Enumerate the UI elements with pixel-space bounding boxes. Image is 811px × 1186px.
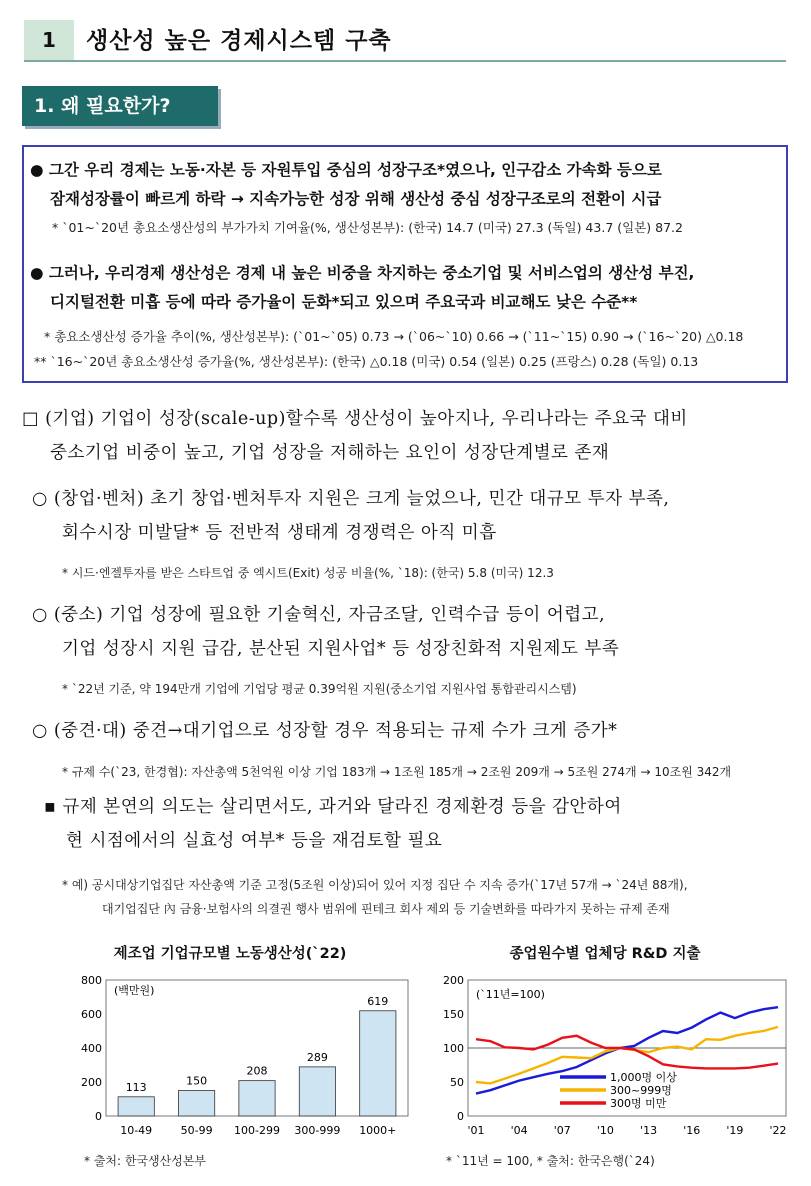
line-chart <box>432 970 794 1146</box>
line-chart-title: 종업원수별 업체당 R&D 지출 <box>509 946 701 962</box>
para-2-line-2: 회수시장 미발달* 등 전반적 생태계 경쟁력은 아직 미흡 <box>62 523 497 543</box>
bar-chart-x-tick: 1000+ <box>359 1124 397 1137</box>
para-5-line-1: ▪ 규제 본연의 의도는 살리면서도, 과거와 달라진 경제환경 등을 감안하여 <box>44 797 622 817</box>
line-chart-x-tick: '10 <box>596 1124 614 1137</box>
para-4-line-1: ○ (중견·대) 중견→대기업으로 성장할 경우 적용되는 규제 수가 크게 증가* <box>32 721 618 741</box>
section-label: 1. 왜 필요한가? <box>22 86 218 126</box>
line-chart-x-tick: '07 <box>553 1124 571 1137</box>
bar-chart-bar <box>299 1067 335 1116</box>
bar-chart-data-label: 113 <box>125 1080 147 1094</box>
chapter-title: 생산성 높은 경제시스템 구축 <box>86 28 392 54</box>
line-chart-x-tick: '22 <box>769 1124 787 1137</box>
bar-chart-y-tick: 200 <box>81 1076 102 1089</box>
line-chart-legend-label: 1,000명 이상 <box>610 1071 677 1084</box>
line-chart-y-tick: 150 <box>443 1008 464 1021</box>
summary-bullet-1-line-2: 잠재성장률이 빠르게 하락 → 지속가능한 성장 위해 생산성 중심 성장구조로의 전환이 시급 <box>50 190 662 208</box>
para-3-line-2: 기업 성장시 지원 급감, 분산된 지원사업* 등 성장친화적 지원제도 부족 <box>62 639 620 659</box>
chapter-number: 1 <box>24 20 74 60</box>
line-chart-y-tick: 200 <box>443 974 464 987</box>
line-chart-unit-label: (`11년=100) <box>476 988 545 1001</box>
line-chart-y-tick: 50 <box>450 1076 464 1089</box>
bar-chart <box>72 970 418 1146</box>
line-chart-legend-label: 300명 미만 <box>610 1097 667 1110</box>
para-2-line-1: ○ (창업·벤처) 초기 창업·벤처투자 지원은 크게 늘었으나, 민간 대규모 투자 부족, <box>32 489 670 509</box>
summary-note-2: * 총요소생산성 증가율 추이(%, 생산성본부): (`01~`05) 0.73 → (`06~`10) 0.66 → (`11~`15) 0.90 → (`16~`20) △0.18 <box>44 329 744 344</box>
para-1-line-1: □ (기업) 기업이 성장(scale-up)할수록 생산성이 높아지나, 우리나라는 주요국 대비 <box>22 409 688 429</box>
bar-chart-y-tick: 800 <box>81 974 102 987</box>
line-chart-legend-label: 300~999명 <box>610 1084 672 1097</box>
para-5-line-2: 현 시점에서의 실효성 여부* 등을 재검토할 필요 <box>66 831 443 851</box>
bar-chart-y-tick: 0 <box>95 1110 102 1123</box>
line-chart-x-tick: '16 <box>683 1124 701 1137</box>
summary-note-3: ** `16~`20년 총요소생산성 증가율(%, 생산성본부): (한국) △0.18 (미국) 0.54 (일본) 0.25 (프랑스) 0.28 (독일) 0.13 <box>34 354 699 369</box>
summary-note-1: * `01~`20년 총요소생산성의 부가가치 기여율(%, 생산성본부): (한국) 14.7 (미국) 27.3 (독일) 43.7 (일본) 87.2 <box>52 220 683 235</box>
para-3-line-1: ○ (중소) 기업 성장에 필요한 기술혁신, 자금조달, 인력수급 등이 어렵고, <box>32 605 606 625</box>
para-5-note-1: * 예) 공시대상기업집단 자산총액 기준 고정(5조원 이상)되어 있어 지정 집단 수 지속 증가(`17년 57개 → `24년 88개), <box>62 878 688 892</box>
line-chart-x-tick: '04 <box>510 1124 528 1137</box>
line-chart-x-tick: '19 <box>726 1124 744 1137</box>
summary-bullet-2-line-1: ● 그러나, 우리경제 생산성은 경제 내 높은 비중을 차지하는 중소기업 및 서비스업의 생산성 부진, <box>30 264 695 282</box>
line-chart-x-tick: '13 <box>640 1124 658 1137</box>
bar-chart-bar <box>178 1091 214 1117</box>
bar-chart-x-tick: 300-999 <box>294 1124 341 1137</box>
para-1-line-2: 중소기업 비중이 높고, 기업 성장을 저해하는 요인이 성장단계별로 존재 <box>50 443 610 463</box>
bar-chart-y-tick: 600 <box>81 1008 102 1021</box>
bar-chart-bar <box>239 1081 275 1116</box>
bar-chart-data-label: 619 <box>367 994 389 1008</box>
bar-chart-source: * 출처: 한국생산성본부 <box>84 1154 207 1168</box>
line-chart-source: * `11년 = 100, * 출처: 한국은행(`24) <box>446 1154 655 1168</box>
bar-chart-bar <box>360 1011 396 1116</box>
bar-chart-data-label: 150 <box>186 1074 208 1088</box>
line-chart-y-tick: 100 <box>443 1042 464 1055</box>
summary-bullet-1-line-1: ● 그간 우리 경제는 노동·자본 등 자원투입 중심의 성장구조*였으나, 인구감소 가속화 등으로 <box>30 161 662 179</box>
bar-chart-x-tick: 10-49 <box>120 1124 153 1137</box>
bar-chart-title: 제조업 기업규모별 노동생산성(`22) <box>113 946 347 962</box>
bar-chart-y-tick: 400 <box>81 1042 102 1055</box>
line-chart-y-tick: 0 <box>457 1110 464 1123</box>
para-5-note-2: 대기업집단 內 금융·보험사의 의결권 행사 범위에 핀테크 회사 제외 등 기술변화를 따라가지 못하는 규제 존재 <box>102 902 670 916</box>
para-3-note: * `22년 기준, 약 194만개 기업에 기업당 평균 0.39억원 지원(중소기업 지원사업 통합관리시스템) <box>62 682 577 696</box>
bar-chart-x-tick: 100-299 <box>234 1124 280 1137</box>
line-chart-x-tick: '01 <box>467 1124 485 1137</box>
para-4-note: * 규제 수(`23, 한경협): 자산총액 5천억원 이상 기업 183개 → 1조원 185개 → 2조원 209개 → 5조원 274개 → 10조원 342개 <box>62 765 732 779</box>
bar-chart-unit-label: (백만원) <box>114 984 155 997</box>
bar-chart-data-label: 208 <box>246 1064 268 1078</box>
para-2-note: * 시드·엔젤투자를 받은 스타트업 중 엑시트(Exit) 성공 비율(%, `18): (한국) 5.8 (미국) 12.3 <box>62 566 554 580</box>
bar-chart-data-label: 289 <box>306 1050 328 1064</box>
summary-bullet-2-line-2: 디지털전환 미흡 등에 따라 증가율이 둔화*되고 있으며 주요국과 비교해도 낮은 수준** <box>50 293 638 311</box>
bar-chart-x-tick: 50-99 <box>180 1124 213 1137</box>
bar-chart-bar <box>118 1097 154 1116</box>
